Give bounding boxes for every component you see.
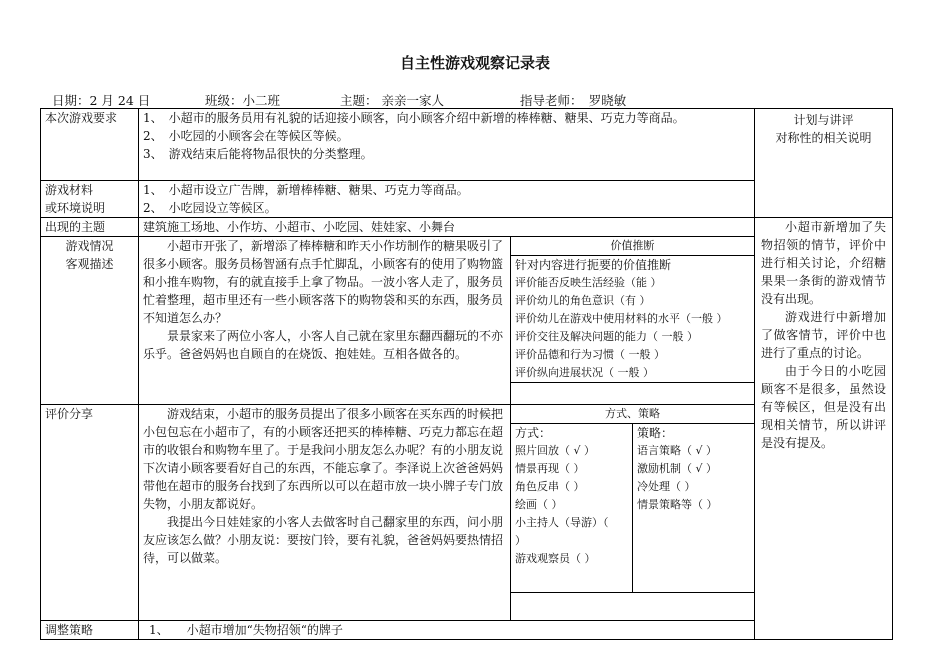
plan-title: 计划与讲评 (793, 113, 854, 127)
situation-paragraph: 小超市开张了，新增添了棒棒糖和昨天小作坊制作的糖果吸引了很多小顾客。服务员杨智涵有点手忙脚乱，小顾客有的使用了购物篮和小推车购物，有的就直接手上拿了物品。一波小客人走了，服务员忙着整理，超市里还有一些小顾客落下的购物袋和买的东西，服务员不知道怎么办？ (143, 239, 504, 325)
value-header: 价值推断 (511, 237, 754, 256)
method-item: 游戏观察员（ ） (515, 552, 596, 565)
methods-left-title: 方式： (515, 426, 552, 440)
value-item: 评价品德和行为习惯（ 一般 ） (515, 348, 665, 361)
method-item: 角色反串（ ） (515, 480, 585, 493)
evaluation-label: 评价分享 (41, 405, 139, 621)
value-item: 评价交往及解决问题的能力（ 一般 ） (515, 330, 698, 343)
requirements-content (139, 109, 755, 181)
situation-label-sub: 客观描述 (65, 257, 114, 271)
methods-header: 方式、策略 (511, 405, 754, 424)
method-item: ） (515, 534, 526, 547)
requirement-item: 1、 小超市的服务员用有礼貌的话迎接小顾客，向小顾客介绍中新增的棒棒糖、糖果、巧克力等商品。 (143, 111, 685, 125)
value-intro: 针对内容进行扼要的价值推断 (515, 258, 672, 272)
class-field: 班级：小二班 (205, 93, 281, 108)
methods-right-title: 策略： (637, 426, 674, 440)
plan-notes-cell (755, 218, 893, 640)
themes-value: 建筑施工场地、小作坊、小超市、小吃园、娃娃家、小舞台 (139, 218, 755, 237)
value-item: 评价纵向进展状况（ 一般 ） (515, 366, 654, 379)
plan-header-cell (755, 109, 893, 218)
value-item: 评价能否反映生活经验（能 ） (515, 276, 662, 289)
methods-left (511, 424, 633, 593)
method-item: 情景再现（ ） (515, 462, 585, 475)
value-table (511, 237, 754, 383)
teacher-field: 指导老师： 罗晓敏 (520, 93, 627, 108)
requirement-item: 3、 游戏结束后能将物品很快的分类整理。 (143, 147, 373, 161)
method-item: 照片回放（ √ ） (515, 444, 596, 457)
evaluation-paragraph: 游戏结束，小超市的服务员提出了很多小顾客在买东西的时候把小包包忘在小超市了，有的小顾客还把买的棒棒糖、巧克力都忘在超市的收银台和购物车里了。于是我问小朋友怎么办呢？有的小朋友说下次请小顾客要看好自己的东西，不能忘拿了。李泽说上次爸爸妈妈带他在超市的服务台找到了东西所以可以在超市放一块小牌子专门放失物，小朋友都说好。 (143, 407, 504, 511)
strategy-item: 语言策略（ √ ） (637, 444, 718, 457)
requirements-row (41, 109, 893, 181)
materials-label-sub: 或环境说明 (45, 201, 106, 215)
situation-label: 游戏情况 (65, 239, 114, 253)
observation-table (40, 108, 893, 640)
materials-content (139, 181, 755, 218)
date-field: 日期：2 月 24 日 (52, 93, 151, 108)
plan-note: 由于今日的小吃园顾客不是很多，虽然设有等候区，但是没有出现相关情节，所以讲评是没有提及。 (761, 364, 887, 450)
strategy-item: 冷处理（ ） (637, 480, 696, 493)
evaluation-paragraph: 我提出今日娃娃家的小客人去做客时自己翻家里的东西，问小朋友应该怎么做？小朋友说：要按门铃，要有礼貌，爸爸妈妈要热情招待，可以做菜。 (143, 515, 504, 565)
plan-subtitle: 对称性的相关说明 (775, 131, 872, 145)
materials-label-cell (41, 181, 139, 218)
adjust-value: 1、 小超市增加“失物招领“的牌子 (139, 621, 755, 640)
plan-note: 游戏进行中新增加了做客情节，评价中也进行了重点的讨论。 (761, 310, 887, 360)
value-item: 评价幼儿的角色意识（有 ） (515, 294, 651, 307)
method-item: 小主持人（导游）（ (515, 516, 609, 529)
materials-label: 游戏材料 (45, 183, 94, 197)
method-item: 绘画（ ） (515, 498, 563, 511)
page-title: 自主性游戏观察记录表 (399, 54, 550, 72)
requirement-item: 2、 小吃园的小顾客会在等候区等候。 (143, 129, 349, 143)
material-item: 1、 小超市设立广告牌，新增棒棒糖、糖果、巧克力等商品。 (143, 183, 469, 197)
value-cell (511, 237, 755, 405)
strategy-item: 情景策略等（ ） (637, 498, 718, 511)
methods-table (511, 405, 754, 593)
requirements-label: 本次游戏要求 (41, 109, 139, 181)
plan-note: 小超市新增加了失物招领的情节，评价中进行相关讨论，介绍糖果果一条街的游戏情节没有出现。 (761, 220, 887, 306)
adjust-label: 调整策略 (41, 621, 139, 640)
methods-right (633, 424, 755, 593)
strategy-item: 激励机制（ √ ） (637, 462, 718, 475)
themes-label: 出现的主题 (41, 218, 139, 237)
methods-cell (511, 405, 755, 621)
situation-content (139, 237, 511, 405)
themes-row (41, 218, 893, 237)
situation-paragraph: 景景家来了两位小客人，小客人自己就在家里东翻西翻玩的不亦乐乎。爸爸妈妈也自顾自的在烧饭、抱娃娃。互相各做各的。 (143, 329, 504, 361)
situation-label-cell (41, 237, 139, 405)
value-item: 评价幼儿在游戏中使用材料的水平（一般 ） (515, 312, 728, 325)
evaluation-content (139, 405, 511, 621)
material-item: 2、 小吃园设立等候区。 (143, 201, 277, 215)
value-body (511, 256, 754, 383)
theme-field: 主题： 亲亲一家人 (340, 93, 444, 108)
